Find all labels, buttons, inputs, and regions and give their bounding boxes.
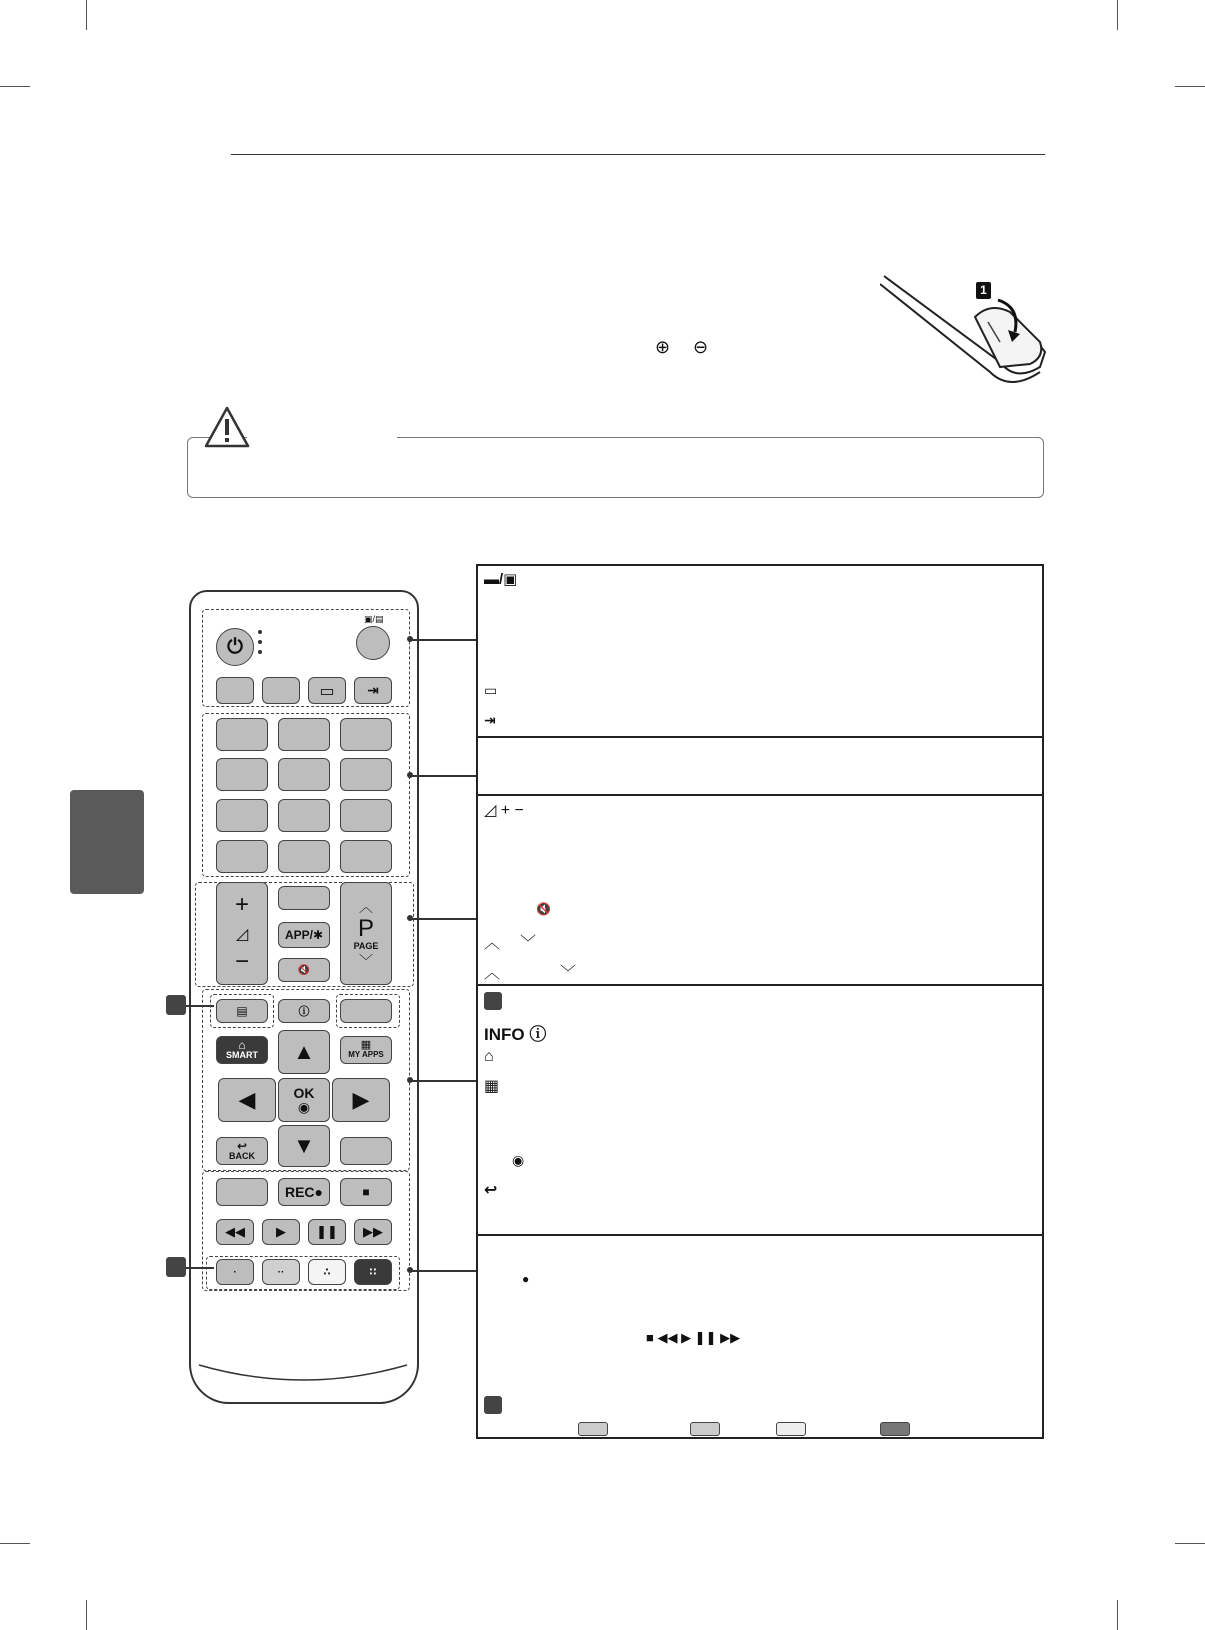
volume-symbols: ◿ + − xyxy=(484,802,524,819)
num-button[interactable] xyxy=(278,758,330,791)
group-leader-line xyxy=(412,1270,476,1272)
remote-battery-cover-illustration xyxy=(880,272,1050,387)
input-button[interactable]: ⇥ xyxy=(354,677,392,704)
row-separator xyxy=(478,736,1042,738)
nav-down-button[interactable]: ▼ xyxy=(278,1125,330,1167)
callout-badge-2 xyxy=(484,1396,502,1414)
color-button-blue[interactable]: ∷ xyxy=(354,1259,392,1285)
callout-badge-1 xyxy=(484,992,502,1010)
num-button[interactable] xyxy=(340,799,392,832)
crop-mark xyxy=(1117,1600,1118,1630)
nav-up-button[interactable]: ▲ xyxy=(278,1030,330,1074)
group-leader-line xyxy=(412,639,476,641)
back-icon: ↩ xyxy=(484,1182,498,1199)
fast-forward-button[interactable]: ▶▶ xyxy=(354,1219,392,1245)
rec-button[interactable]: REC● xyxy=(278,1178,330,1206)
num-button[interactable] xyxy=(340,840,392,873)
smart-home-button[interactable]: ⌂ SMART xyxy=(216,1036,268,1064)
color-button-blue-icon xyxy=(880,1422,910,1436)
step-number-badge: 1 xyxy=(976,282,991,299)
record-icon: ● xyxy=(522,1272,530,1286)
leader-dot xyxy=(407,636,413,642)
ratio-button[interactable]: ▭ xyxy=(308,677,346,704)
volume-icon: ◿ xyxy=(235,925,249,943)
plus-circle-icon: ⊕ xyxy=(655,337,671,357)
header-rule xyxy=(231,154,1045,155)
blank-button-nav[interactable] xyxy=(340,999,392,1023)
callout-badge-2 xyxy=(166,1257,186,1277)
button-blank-mid[interactable] xyxy=(278,886,330,910)
power-button[interactable]: ⏻ xyxy=(216,628,254,666)
warning-triangle-icon xyxy=(203,405,251,449)
color-button-yellow[interactable]: ∴ xyxy=(308,1259,346,1285)
caution-box xyxy=(187,437,1044,498)
crop-mark xyxy=(0,1543,30,1544)
chapter-side-tab xyxy=(70,790,144,894)
remote-bottom-curve xyxy=(189,1360,417,1400)
program-up-icon: ︿ xyxy=(359,898,373,915)
group-leader-line xyxy=(412,775,476,777)
volume-up-icon: + xyxy=(234,891,249,918)
color-button-green-icon xyxy=(690,1422,720,1436)
num-button[interactable] xyxy=(278,799,330,832)
volume-down-icon: − xyxy=(234,948,249,975)
row-separator xyxy=(478,1234,1042,1236)
row-separator xyxy=(478,794,1042,796)
leader-dot xyxy=(407,1267,413,1273)
app-button[interactable]: APP/✱ xyxy=(278,922,330,948)
page-down-icon: ﹀ xyxy=(560,965,577,982)
callout-badge-1 xyxy=(166,995,186,1015)
program-p-label: P xyxy=(357,914,374,942)
crop-mark xyxy=(86,1600,87,1630)
crop-mark xyxy=(86,0,87,30)
leader-dot xyxy=(407,915,413,921)
caution-gap xyxy=(247,437,397,443)
num-button[interactable] xyxy=(340,718,392,751)
indicator-dot xyxy=(258,630,262,634)
input-icon: ⇥ xyxy=(484,712,496,728)
blank-button-nav2[interactable] xyxy=(340,1137,392,1165)
home-icon: ⌂ xyxy=(484,1048,494,1065)
my-apps-grid-icon: ▦ xyxy=(484,1078,500,1095)
button-description-table xyxy=(476,564,1044,1439)
my-apps-button[interactable]: ▦ MY APPS xyxy=(340,1036,392,1064)
num-button[interactable] xyxy=(216,758,268,791)
rewind-button[interactable]: ◀◀ xyxy=(216,1219,254,1245)
leader-dot xyxy=(407,772,413,778)
ratio-icon: ▭ xyxy=(484,682,498,698)
color-button-green[interactable]: ·· xyxy=(262,1259,300,1285)
playback-control-icons: ■ ◀◀ ▶ ❚❚ ▶▶ xyxy=(646,1330,741,1345)
num-button[interactable] xyxy=(216,840,268,873)
ok-button[interactable]: OK ◉ xyxy=(278,1078,330,1122)
minus-circle-icon: ⊖ xyxy=(693,337,709,357)
mute-button[interactable]: 🔇 xyxy=(278,958,330,982)
num-button[interactable] xyxy=(340,758,392,791)
crop-mark xyxy=(1175,1543,1205,1544)
page-label: PAGE xyxy=(353,940,379,951)
info-label: INFO ⓘ xyxy=(484,1025,547,1044)
crop-mark xyxy=(1175,86,1205,87)
color-button-red-icon xyxy=(578,1422,608,1436)
group-leader-line xyxy=(412,918,476,920)
num-button[interactable] xyxy=(216,718,268,751)
pause-button[interactable]: ❚❚ xyxy=(308,1219,346,1245)
num-button[interactable] xyxy=(278,718,330,751)
tv-radio-label: ▣/▤ xyxy=(364,614,384,624)
color-button-red[interactable]: · xyxy=(216,1259,254,1285)
teletext-button[interactable]: ▤ xyxy=(216,999,268,1023)
color-button-yellow-icon xyxy=(776,1422,806,1436)
leader-dot xyxy=(407,1077,413,1083)
page-up-icon: ︿ xyxy=(484,965,501,982)
nav-left-button[interactable]: ◀ xyxy=(218,1078,276,1122)
ok-icon: ◉ xyxy=(512,1152,525,1168)
program-down-icon: ﹀ xyxy=(520,935,537,952)
num-button[interactable] xyxy=(216,799,268,832)
blank-button-play[interactable] xyxy=(216,1178,268,1206)
info-button[interactable]: ⓘ xyxy=(278,999,330,1023)
nav-right-button[interactable]: ▶ xyxy=(332,1078,390,1122)
crop-mark xyxy=(0,86,30,87)
row-separator xyxy=(478,984,1042,986)
tv-radio-button[interactable] xyxy=(356,626,390,660)
stop-button[interactable]: ■ xyxy=(340,1178,392,1206)
volume-rocker[interactable] xyxy=(216,882,268,985)
group-leader-line xyxy=(412,1080,476,1082)
program-rocker[interactable] xyxy=(340,882,392,985)
button-blank-1[interactable] xyxy=(216,677,254,704)
mute-icon: 🔇 xyxy=(536,902,551,916)
indicator-dot xyxy=(258,650,262,654)
crop-mark xyxy=(1117,0,1118,30)
tv-radio-icon: ▬/▣ xyxy=(484,571,518,588)
program-up-icon: ︿ xyxy=(484,935,501,952)
indicator-dot xyxy=(258,640,262,644)
play-button[interactable]: ▶ xyxy=(262,1219,300,1245)
button-blank-2[interactable] xyxy=(262,677,300,704)
program-down-icon: ﹀ xyxy=(359,952,373,969)
num-button[interactable] xyxy=(278,840,330,873)
back-button[interactable]: ↩ BACK xyxy=(216,1137,268,1165)
